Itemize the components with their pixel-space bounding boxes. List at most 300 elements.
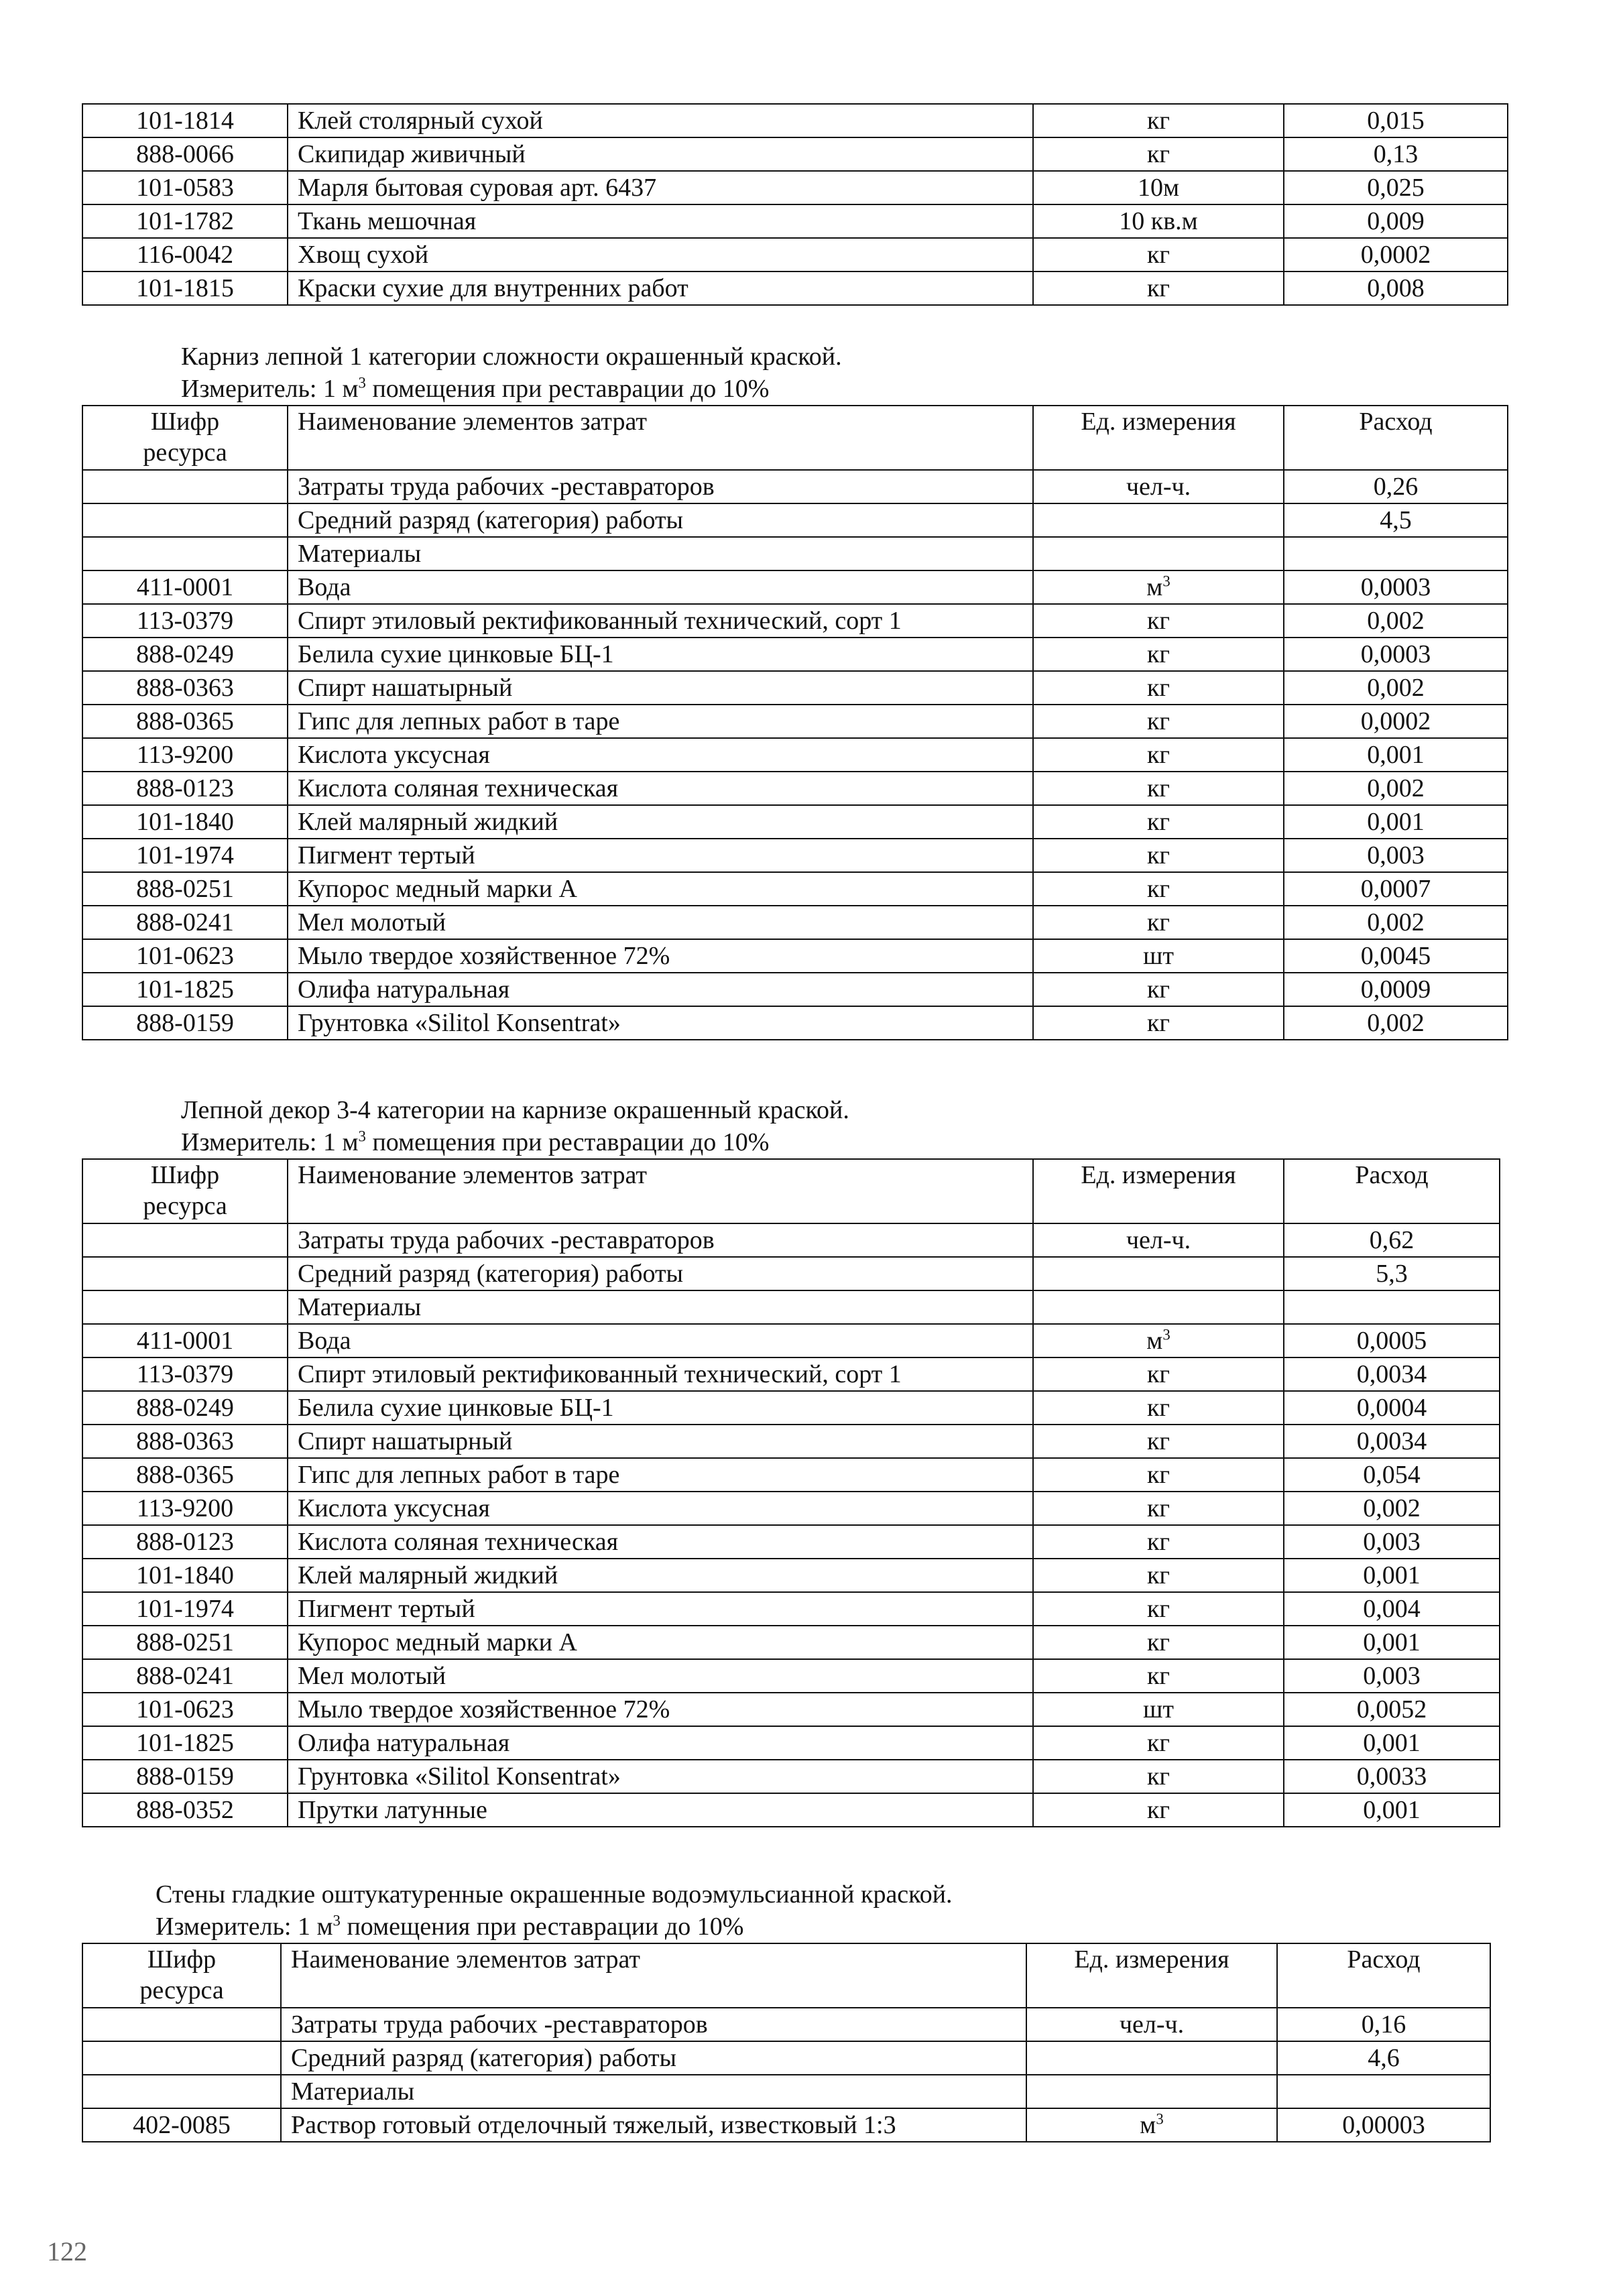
cell-name — [288, 1659, 1033, 1693]
cell-unit-text: 10 кв.м — [1119, 207, 1198, 235]
header-name-text: Наименование элементов затрат — [298, 408, 647, 436]
table-row — [82, 271, 1508, 305]
cell-qty-text: 0,009 — [1367, 207, 1425, 235]
header-code-line2: ресурса — [143, 1192, 227, 1220]
table-row — [82, 839, 1508, 872]
cell-qty-text: 0,62 — [1369, 1226, 1415, 1254]
cell-code-text: 101-1825 — [136, 1729, 234, 1757]
cell-qty — [1284, 1324, 1500, 1357]
cell-code-text: 888-0363 — [136, 674, 234, 702]
cell-unit-text: кг — [1146, 241, 1170, 269]
cell-name-text: Гипс для лепных работ в таре — [298, 1461, 620, 1489]
cell-qty — [1284, 604, 1508, 638]
table-row — [82, 1223, 1500, 1257]
cell-code — [82, 1425, 288, 1458]
cell-code-text: 888-0159 — [136, 1009, 234, 1037]
cell-unit — [1033, 906, 1284, 939]
table-body — [82, 1943, 1490, 2142]
section-title: Карниз лепной 1 категории сложности окрашенный краской. — [181, 343, 842, 371]
cell-name-text: Материалы — [291, 2077, 415, 2106]
cell-unit — [1033, 1357, 1284, 1391]
table-body — [82, 406, 1508, 1040]
cell-unit-text: кг — [1146, 975, 1170, 1004]
cell-code-text: 888-0241 — [136, 1662, 234, 1690]
cell-qty — [1284, 271, 1508, 305]
cell-unit-text: кг — [1146, 1494, 1170, 1522]
cell-unit-text: кг — [1146, 841, 1170, 869]
cell-name — [281, 2041, 1026, 2075]
cell-qty-text: 0,002 — [1363, 1494, 1421, 1522]
cell-code — [82, 1760, 288, 1793]
table-row — [82, 104, 1508, 137]
header-unit-text: Ед. измерения — [1081, 1161, 1236, 1189]
cell-unit — [1033, 570, 1284, 604]
cell-unit — [1033, 1659, 1284, 1693]
cell-name — [288, 1525, 1033, 1559]
cell-name-text: Олифа натуральная — [298, 975, 510, 1004]
cell-code-text: 101-1974 — [136, 1595, 234, 1623]
table-row — [82, 705, 1508, 738]
cell-unit — [1033, 604, 1284, 638]
table-row — [82, 238, 1508, 271]
cell-unit — [1033, 872, 1284, 906]
cell-code — [82, 839, 288, 872]
table-row — [82, 939, 1508, 973]
measure-text: Измеритель: 1 м — [181, 1128, 359, 1156]
cell-name — [288, 171, 1033, 204]
cell-unit — [1033, 238, 1284, 271]
materials-table-decor — [82, 1158, 1500, 1827]
cell-qty-text: 4,5 — [1380, 506, 1412, 534]
cell-qty-text: 0,025 — [1367, 174, 1425, 202]
cell-code-text: 101-1840 — [136, 808, 234, 836]
cell-qty-text: 5,3 — [1376, 1260, 1408, 1288]
cell-qty — [1284, 570, 1508, 604]
table-row — [82, 1324, 1500, 1357]
cell-unit-text: шт — [1143, 942, 1174, 970]
cell-unit-text: м — [1140, 2111, 1156, 2139]
cell-unit — [1033, 1290, 1284, 1324]
unit-superscript: 3 — [1162, 1326, 1170, 1343]
cell-qty-text: 0,002 — [1367, 674, 1425, 702]
cell-code — [82, 939, 288, 973]
cell-qty — [1284, 772, 1508, 805]
cell-unit-text: кг — [1146, 1729, 1170, 1757]
cell-qty — [1284, 1492, 1500, 1525]
table-row — [82, 738, 1508, 772]
cell-qty — [1284, 1425, 1500, 1458]
cell-qty — [1284, 805, 1508, 839]
cell-unit — [1033, 204, 1284, 238]
cell-name-text: Кислота уксусная — [298, 1494, 490, 1522]
header-code-line2: ресурса — [143, 438, 227, 467]
cell-qty — [1277, 2075, 1490, 2108]
cell-code — [82, 973, 288, 1006]
materials-table-walls — [82, 1943, 1491, 2142]
cell-unit — [1033, 1458, 1284, 1492]
cell-unit-text: кг — [1146, 640, 1170, 668]
cell-name — [288, 570, 1033, 604]
header-unit-text: Ед. измерения — [1074, 1945, 1229, 1974]
cell-qty — [1284, 638, 1508, 671]
cell-unit-text: кг — [1146, 1360, 1170, 1388]
cell-code-text: 888-0066 — [136, 140, 234, 168]
cell-qty-text: 0,003 — [1363, 1528, 1421, 1556]
table-row — [82, 1559, 1500, 1592]
cell-qty-text: 0,002 — [1367, 774, 1425, 802]
cell-unit — [1033, 705, 1284, 738]
cell-qty-text: 0,0007 — [1360, 875, 1431, 903]
cell-name-text: Ткань мешочная — [298, 207, 477, 235]
cell-qty — [1284, 1592, 1500, 1626]
cell-name-text: Затраты труда рабочих -реставраторов — [291, 2010, 708, 2039]
cell-name — [288, 1006, 1033, 1040]
cell-unit-text: кг — [1146, 1796, 1170, 1824]
cell-name-text: Краски сухие для внутренних работ — [298, 274, 688, 302]
section-measure — [156, 1911, 743, 1943]
cell-name-text: Пигмент тертый — [298, 841, 475, 869]
cell-code-text: 101-0583 — [136, 174, 234, 202]
cell-code-text: 888-0249 — [136, 1394, 234, 1422]
cell-code — [82, 2108, 281, 2142]
cell-qty — [1284, 104, 1508, 137]
cell-code-text: 888-0159 — [136, 1762, 234, 1791]
cell-qty-text: 0,0004 — [1356, 1394, 1427, 1422]
cell-unit — [1033, 1223, 1284, 1257]
header-code — [82, 406, 288, 470]
header-name — [288, 406, 1033, 470]
cell-name — [288, 1257, 1033, 1290]
cell-unit — [1033, 1592, 1284, 1626]
cell-name — [288, 1223, 1033, 1257]
cell-code-text: 101-1782 — [136, 207, 234, 235]
cell-name-text: Марля бытовая суровая арт. 6437 — [298, 174, 657, 202]
table-row — [82, 906, 1508, 939]
unit-superscript: 3 — [1162, 572, 1170, 590]
table-row — [82, 1425, 1500, 1458]
cell-code — [82, 738, 288, 772]
cell-name — [288, 705, 1033, 738]
table-row — [82, 503, 1508, 537]
header-qty — [1277, 1943, 1490, 2008]
cell-code — [82, 1257, 288, 1290]
cell-unit-text: кг — [1146, 607, 1170, 635]
cell-name — [288, 805, 1033, 839]
cell-code — [82, 705, 288, 738]
cell-qty-text: 0,002 — [1367, 1009, 1425, 1037]
cell-qty — [1284, 872, 1508, 906]
cell-unit — [1033, 137, 1284, 171]
cell-unit — [1026, 2075, 1277, 2108]
cell-code — [82, 238, 288, 271]
cell-unit-text: кг — [1146, 1394, 1170, 1422]
cell-qty — [1284, 1458, 1500, 1492]
cell-qty-text: 0,054 — [1363, 1461, 1421, 1489]
cell-name — [288, 1760, 1033, 1793]
table-row — [82, 1290, 1500, 1324]
cell-unit-text: м — [1146, 573, 1163, 601]
header-unit — [1033, 406, 1284, 470]
cell-qty — [1284, 671, 1508, 705]
cell-qty-text: 0,001 — [1363, 1628, 1421, 1656]
cell-name — [288, 939, 1033, 973]
cell-qty-text: 0,001 — [1363, 1796, 1421, 1824]
cell-qty — [1284, 1559, 1500, 1592]
cell-name — [281, 2108, 1026, 2142]
measure-text: Измеритель: 1 м — [156, 1913, 333, 1941]
cell-qty — [1284, 839, 1508, 872]
cell-code-text: 101-1974 — [136, 841, 234, 869]
cell-code — [82, 1290, 288, 1324]
cell-unit — [1033, 1391, 1284, 1425]
cell-name-text: Материалы — [298, 1293, 422, 1321]
table-row — [82, 1659, 1500, 1693]
cell-name-text: Вода — [298, 573, 351, 601]
table-row — [82, 671, 1508, 705]
cell-code — [82, 1391, 288, 1425]
cell-name — [281, 2008, 1026, 2041]
cell-name-text: Мыло твердое хозяйственное 72% — [298, 1695, 670, 1724]
cell-code-text: 101-1840 — [136, 1561, 234, 1589]
cell-name — [288, 537, 1033, 570]
cell-name — [288, 204, 1033, 238]
cell-unit-text: кг — [1146, 707, 1170, 735]
header-code-line1: Шифр — [147, 1945, 217, 1974]
cell-name — [288, 872, 1033, 906]
cell-name — [288, 671, 1033, 705]
table-row — [82, 2108, 1490, 2142]
cell-qty-text: 0,26 — [1373, 473, 1419, 501]
cell-name-text: Скипидар живичный — [298, 140, 526, 168]
cell-qty — [1277, 2041, 1490, 2075]
cell-code — [82, 906, 288, 939]
cell-unit-text: кг — [1146, 674, 1170, 702]
table-row — [82, 1257, 1500, 1290]
cell-code — [82, 1525, 288, 1559]
cell-name-text: Белила сухие цинковые БЦ-1 — [298, 1394, 614, 1422]
cell-qty-text: 0,16 — [1361, 2010, 1406, 2039]
cell-name — [288, 1793, 1033, 1827]
cell-code — [82, 1559, 288, 1592]
cell-qty-text: 0,0003 — [1360, 573, 1431, 601]
cell-unit — [1033, 671, 1284, 705]
cell-unit-text: чел-ч. — [1126, 1226, 1191, 1254]
cell-unit-text: кг — [1146, 1595, 1170, 1623]
cell-code — [82, 604, 288, 638]
cell-code-text: 101-0623 — [136, 942, 234, 970]
cell-code-text: 888-0251 — [136, 875, 234, 903]
cell-name-text: Кислота уксусная — [298, 741, 490, 769]
cell-unit — [1033, 1726, 1284, 1760]
cell-code — [82, 1223, 288, 1257]
cell-code — [82, 1726, 288, 1760]
cell-unit-text: кг — [1146, 1628, 1170, 1656]
cell-code — [82, 671, 288, 705]
header-qty-text: Расход — [1359, 408, 1433, 436]
cell-name — [288, 1693, 1033, 1726]
cell-code — [82, 503, 288, 537]
cell-code-text: 113-9200 — [136, 1494, 234, 1522]
table-row — [82, 137, 1508, 171]
cell-unit — [1033, 939, 1284, 973]
cell-qty-text: 0,0002 — [1360, 241, 1431, 269]
cell-unit — [1033, 1760, 1284, 1793]
cell-qty-text: 0,015 — [1367, 107, 1425, 135]
cell-code — [82, 204, 288, 238]
cell-name-text: Олифа натуральная — [298, 1729, 510, 1757]
cell-unit-text: кг — [1146, 1528, 1170, 1556]
cell-name — [288, 906, 1033, 939]
cell-unit-text: кг — [1146, 808, 1170, 836]
cell-name-text: Белила сухие цинковые БЦ-1 — [298, 640, 614, 668]
cell-name-text: Клей столярный сухой — [298, 107, 543, 135]
cell-code-text: 113-0379 — [136, 607, 234, 635]
cell-qty-text: 0,003 — [1367, 841, 1425, 869]
cell-code — [82, 1592, 288, 1626]
cell-name-text: Пигмент тертый — [298, 1595, 475, 1623]
cell-name-text: Клей малярный жидкий — [298, 808, 558, 836]
cell-unit-text: кг — [1146, 140, 1170, 168]
cell-qty — [1284, 1357, 1500, 1391]
cell-name — [288, 738, 1033, 772]
cell-name-text: Спирт этиловый ректификованный технический, сорт 1 — [298, 607, 902, 635]
table-row — [82, 805, 1508, 839]
cell-code-text: 101-1814 — [136, 107, 234, 135]
cell-unit — [1033, 1525, 1284, 1559]
cell-code-text: 888-0251 — [136, 1628, 234, 1656]
cell-code — [82, 1458, 288, 1492]
cell-unit — [1033, 1425, 1284, 1458]
cell-unit-text: кг — [1146, 107, 1170, 135]
header-name-text: Наименование элементов затрат — [298, 1161, 647, 1189]
cell-qty-text: 0,001 — [1363, 1729, 1421, 1757]
cell-code-text: 101-1825 — [136, 975, 234, 1004]
cell-name — [288, 1391, 1033, 1425]
cell-unit-text: кг — [1146, 1662, 1170, 1690]
cell-name-text: Клей малярный жидкий — [298, 1561, 558, 1589]
cell-qty-text: 0,004 — [1363, 1595, 1421, 1623]
cell-qty — [1284, 238, 1508, 271]
materials-table-cornice — [82, 405, 1508, 1040]
cell-unit — [1026, 2008, 1277, 2041]
table-row — [82, 1525, 1500, 1559]
cell-name — [288, 503, 1033, 537]
cell-name-text: Вода — [298, 1327, 351, 1355]
cell-qty-text: 0,003 — [1363, 1662, 1421, 1690]
cell-unit — [1033, 1324, 1284, 1357]
cell-code — [82, 638, 288, 671]
cell-name-text: Мыло твердое хозяйственное 72% — [298, 942, 670, 970]
cell-code-text: 888-0365 — [136, 707, 234, 735]
cell-code — [82, 2075, 281, 2108]
table-header-row — [82, 1159, 1500, 1223]
cell-name-text: Средний разряд (категория) работы — [298, 506, 684, 534]
table-row — [82, 2041, 1490, 2075]
cell-qty-text: 0,002 — [1367, 908, 1425, 936]
cell-code-text: 888-0123 — [136, 1528, 234, 1556]
cell-qty-text: 0,0034 — [1356, 1360, 1427, 1388]
cell-name — [288, 271, 1033, 305]
cell-qty-text: 0,0002 — [1360, 707, 1431, 735]
cell-unit-text: кг — [1146, 1461, 1170, 1489]
cell-qty-text: 0,0005 — [1356, 1327, 1427, 1355]
cell-code — [82, 1693, 288, 1726]
table-row — [82, 1458, 1500, 1492]
table-row — [82, 2075, 1490, 2108]
cell-code-text: 101-1815 — [136, 274, 234, 302]
cell-unit — [1033, 1006, 1284, 1040]
cell-code-text: 888-0123 — [136, 774, 234, 802]
cell-unit-text: кг — [1146, 875, 1170, 903]
cell-code — [82, 271, 288, 305]
cell-qty — [1284, 1726, 1500, 1760]
cell-name-text: Хвощ сухой — [298, 241, 429, 269]
cell-name-text: Купорос медный марки А — [298, 1628, 577, 1656]
table-row — [82, 1760, 1500, 1793]
header-unit-text: Ед. измерения — [1081, 408, 1236, 436]
table-row — [82, 470, 1508, 503]
cell-unit-text: чел-ч. — [1119, 2010, 1185, 2039]
cell-code — [82, 1357, 288, 1391]
cell-unit-text: чел-ч. — [1126, 473, 1191, 501]
table-body — [82, 1159, 1500, 1827]
cell-qty-text: 0,13 — [1373, 140, 1419, 168]
cell-code — [82, 2041, 281, 2075]
cell-unit-text: кг — [1146, 1427, 1170, 1455]
table-row — [82, 772, 1508, 805]
cell-qty — [1284, 738, 1508, 772]
cell-qty-text: 0,001 — [1367, 808, 1425, 836]
cell-name — [288, 1458, 1033, 1492]
table-row — [82, 973, 1508, 1006]
cell-name-text: Спирт нашатырный — [298, 1427, 513, 1455]
header-name — [281, 1943, 1026, 2008]
cell-unit-text: кг — [1146, 741, 1170, 769]
header-code — [82, 1943, 281, 2008]
table-row — [82, 171, 1508, 204]
cell-name — [281, 2075, 1026, 2108]
cell-name — [288, 238, 1033, 271]
cell-qty — [1284, 1290, 1500, 1324]
header-qty — [1284, 406, 1508, 470]
cell-code — [82, 104, 288, 137]
cell-qty — [1284, 1760, 1500, 1793]
cell-name-text: Купорос медный марки А — [298, 875, 577, 903]
cell-qty — [1284, 1626, 1500, 1659]
unit-superscript: 3 — [1156, 2110, 1164, 2128]
cell-name-text: Прутки латунные — [298, 1796, 487, 1824]
cell-unit-text: кг — [1146, 1762, 1170, 1791]
cell-unit-text: м — [1146, 1327, 1163, 1355]
section-measure — [181, 373, 769, 405]
cell-qty — [1284, 1257, 1500, 1290]
cell-code — [82, 1626, 288, 1659]
cell-unit-text: кг — [1146, 274, 1170, 302]
cell-code-text: 116-0042 — [136, 241, 234, 269]
cell-unit-text: кг — [1146, 908, 1170, 936]
cell-qty — [1284, 137, 1508, 171]
cell-unit — [1033, 271, 1284, 305]
table-header-row — [82, 406, 1508, 470]
measure-text-rest: помещения при реставрации до 10% — [365, 1128, 770, 1156]
cell-name — [288, 1324, 1033, 1357]
cell-code-text: 888-0365 — [136, 1461, 234, 1489]
cell-qty — [1284, 1006, 1508, 1040]
cell-name-text: Кислота соляная техническая — [298, 774, 619, 802]
measure-sup: 3 — [358, 374, 366, 391]
table-row — [82, 1693, 1500, 1726]
cell-name-text: Гипс для лепных работ в таре — [298, 707, 620, 735]
